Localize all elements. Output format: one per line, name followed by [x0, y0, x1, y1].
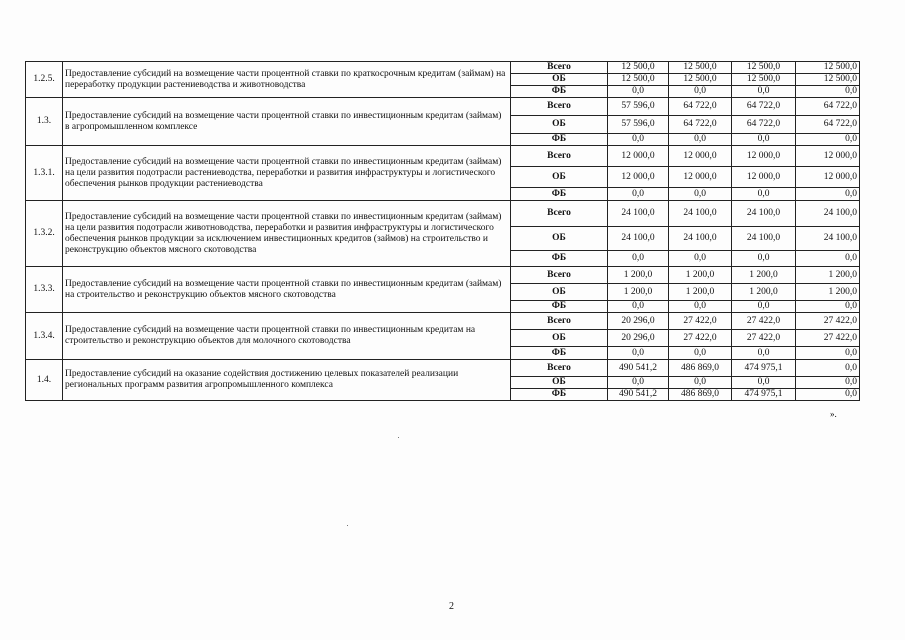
- amount-cell: 64 722,0: [669, 116, 732, 134]
- item-number: 1.2.5.: [26, 62, 63, 98]
- amount-cell: 12 500,0: [608, 74, 669, 86]
- page-number: 2: [449, 601, 454, 612]
- table-row: [26, 62, 860, 74]
- amount-cell: 24 100,0: [608, 227, 669, 251]
- funding-source: ФБ: [511, 389, 608, 401]
- amount-cell: 0,0: [732, 134, 796, 146]
- amount-cell: 0,0: [796, 188, 860, 201]
- item-number: 1.3.1.: [26, 146, 63, 201]
- amount-cell: 27 422,0: [669, 313, 732, 330]
- item-number: 1.3.3.: [26, 267, 63, 313]
- amount-cell: 0,0: [732, 86, 796, 98]
- amount-cell: 57 596,0: [608, 98, 669, 116]
- amount-cell: 27 422,0: [732, 313, 796, 330]
- closing-quote: ».: [830, 409, 837, 419]
- amount-cell: 64 722,0: [796, 116, 860, 134]
- amount-cell: 0,0: [669, 301, 732, 313]
- amount-cell: 0,0: [732, 301, 796, 313]
- subsidy-table-body: [26, 62, 860, 401]
- funding-source: Всего: [511, 62, 608, 74]
- funding-source: ОБ: [511, 377, 608, 389]
- amount-cell: 1 200,0: [796, 267, 860, 284]
- table-row: [26, 267, 860, 284]
- amount-cell: 12 000,0: [608, 146, 669, 167]
- amount-cell: 0,0: [608, 251, 669, 267]
- amount-cell: 12 000,0: [732, 146, 796, 167]
- amount-cell: 12 000,0: [608, 167, 669, 188]
- item-description: Предоставление субсидий на возмещение части процентной ставки по инвестиционным кредитам (займам) в агропромышленном комплексе: [63, 98, 511, 146]
- funding-source: Всего: [511, 98, 608, 116]
- funding-source: ФБ: [511, 188, 608, 201]
- amount-cell: 27 422,0: [669, 330, 732, 347]
- amount-cell: 12 000,0: [732, 167, 796, 188]
- amount-cell: 1 200,0: [669, 284, 732, 301]
- amount-cell: 12 500,0: [608, 62, 669, 74]
- amount-cell: 1 200,0: [732, 284, 796, 301]
- funding-source: ФБ: [511, 251, 608, 267]
- item-number: 1.3.2.: [26, 201, 63, 267]
- amount-cell: 1 200,0: [669, 267, 732, 284]
- amount-cell: 64 722,0: [796, 98, 860, 116]
- funding-source: Всего: [511, 267, 608, 284]
- funding-source: ФБ: [511, 347, 608, 360]
- item-description: Предоставление субсидий на возмещение части процентной ставки по краткосрочным кредитам (займам) на переработку продукции растениеводства и животноводства: [63, 62, 511, 98]
- amount-cell: 0,0: [796, 251, 860, 267]
- amount-cell: 0,0: [732, 347, 796, 360]
- amount-cell: 12 500,0: [669, 62, 732, 74]
- item-number: 1.4.: [26, 360, 63, 401]
- amount-cell: 27 422,0: [796, 313, 860, 330]
- amount-cell: 0,0: [608, 347, 669, 360]
- amount-cell: 474 975,1: [732, 360, 796, 377]
- amount-cell: 1 200,0: [608, 284, 669, 301]
- amount-cell: 1 200,0: [608, 267, 669, 284]
- table-row: [26, 313, 860, 330]
- amount-cell: 12 500,0: [796, 62, 860, 74]
- funding-source: ОБ: [511, 284, 608, 301]
- item-description: Предоставление субсидий на возмещение части процентной ставки по инвестиционным кредитам (займам) на строительство и реконструкцию объектов мясного скотоводства: [63, 267, 511, 313]
- amount-cell: 0,0: [608, 86, 669, 98]
- item-description: Предоставление субсидий на возмещение части процентной ставки по инвестиционным кредитам на строительство и реконструкцию объектов для молочного скотоводства: [63, 313, 511, 360]
- amount-cell: 24 100,0: [669, 227, 732, 251]
- scan-speck: [398, 437, 399, 438]
- amount-cell: 0,0: [732, 377, 796, 389]
- table-row: [26, 201, 860, 227]
- funding-source: Всего: [511, 360, 608, 377]
- funding-source: ФБ: [511, 134, 608, 146]
- funding-source: ОБ: [511, 167, 608, 188]
- amount-cell: 1 200,0: [796, 284, 860, 301]
- funding-source: ОБ: [511, 227, 608, 251]
- amount-cell: 12 500,0: [796, 74, 860, 86]
- table-row: [26, 360, 860, 377]
- amount-cell: 0,0: [669, 134, 732, 146]
- amount-cell: 12 500,0: [669, 74, 732, 86]
- amount-cell: 0,0: [796, 301, 860, 313]
- amount-cell: 24 100,0: [669, 201, 732, 227]
- amount-cell: 12 000,0: [669, 167, 732, 188]
- amount-cell: 0,0: [669, 347, 732, 360]
- amount-cell: 0,0: [608, 377, 669, 389]
- amount-cell: 486 869,0: [669, 389, 732, 401]
- item-description: Предоставление субсидий на оказание содействия достижению целевых показателей реализации региональных программ развития агропромышленного комплекса: [63, 360, 511, 401]
- amount-cell: 0,0: [732, 188, 796, 201]
- amount-cell: 20 296,0: [608, 313, 669, 330]
- table-row: [26, 146, 860, 167]
- amount-cell: 0,0: [669, 251, 732, 267]
- amount-cell: 64 722,0: [669, 98, 732, 116]
- amount-cell: 0,0: [796, 134, 860, 146]
- amount-cell: 486 869,0: [669, 360, 732, 377]
- amount-cell: 27 422,0: [732, 330, 796, 347]
- amount-cell: 490 541,2: [608, 360, 669, 377]
- item-number: 1.3.: [26, 98, 63, 146]
- amount-cell: 24 100,0: [796, 227, 860, 251]
- amount-cell: 0,0: [796, 86, 860, 98]
- amount-cell: 0,0: [608, 188, 669, 201]
- amount-cell: 490 541,2: [608, 389, 669, 401]
- funding-source: ОБ: [511, 116, 608, 134]
- amount-cell: 24 100,0: [732, 201, 796, 227]
- amount-cell: 64 722,0: [732, 116, 796, 134]
- funding-source: Всего: [511, 146, 608, 167]
- amount-cell: 0,0: [796, 347, 860, 360]
- amount-cell: 0,0: [669, 86, 732, 98]
- amount-cell: 0,0: [796, 389, 860, 401]
- table-row: [26, 98, 860, 116]
- amount-cell: 24 100,0: [732, 227, 796, 251]
- item-description: Предоставление субсидий на возмещение части процентной ставки по инвестиционным кредитам (займам) на цели развития подотрасли растениеводства, переработки и развития инфраструктуры и логистического обеспечения рынков продукции растениеводства: [63, 146, 511, 201]
- scan-speck: [347, 525, 348, 526]
- funding-source: Всего: [511, 201, 608, 227]
- amount-cell: 0,0: [732, 251, 796, 267]
- amount-cell: 0,0: [796, 377, 860, 389]
- amount-cell: 0,0: [669, 377, 732, 389]
- amount-cell: 12 000,0: [796, 167, 860, 188]
- amount-cell: 0,0: [608, 134, 669, 146]
- item-number: 1.3.4.: [26, 313, 63, 360]
- amount-cell: 0,0: [608, 301, 669, 313]
- amount-cell: 474 975,1: [732, 389, 796, 401]
- funding-source: Всего: [511, 313, 608, 330]
- funding-source: ОБ: [511, 330, 608, 347]
- amount-cell: 27 422,0: [796, 330, 860, 347]
- amount-cell: 24 100,0: [608, 201, 669, 227]
- amount-cell: 1 200,0: [732, 267, 796, 284]
- amount-cell: 12 000,0: [669, 146, 732, 167]
- amount-cell: 0,0: [796, 360, 860, 377]
- subsidy-table: [25, 61, 860, 401]
- amount-cell: 64 722,0: [732, 98, 796, 116]
- amount-cell: 12 000,0: [796, 146, 860, 167]
- amount-cell: 12 500,0: [732, 74, 796, 86]
- amount-cell: 12 500,0: [732, 62, 796, 74]
- funding-source: ОБ: [511, 74, 608, 86]
- funding-source: ФБ: [511, 86, 608, 98]
- amount-cell: 24 100,0: [796, 201, 860, 227]
- amount-cell: 20 296,0: [608, 330, 669, 347]
- amount-cell: 0,0: [669, 188, 732, 201]
- funding-source: ФБ: [511, 301, 608, 313]
- item-description: Предоставление субсидий на возмещение части процентной ставки по инвестиционным кредитам (займам) на цели развития подотрасли животноводства, переработки и развития инфраструктуры и логистического обеспечения рынков продукции за исключением инвестиционных кредитов (займов) на строительство и реконструкцию объектов мясного скотоводства: [63, 201, 511, 267]
- amount-cell: 57 596,0: [608, 116, 669, 134]
